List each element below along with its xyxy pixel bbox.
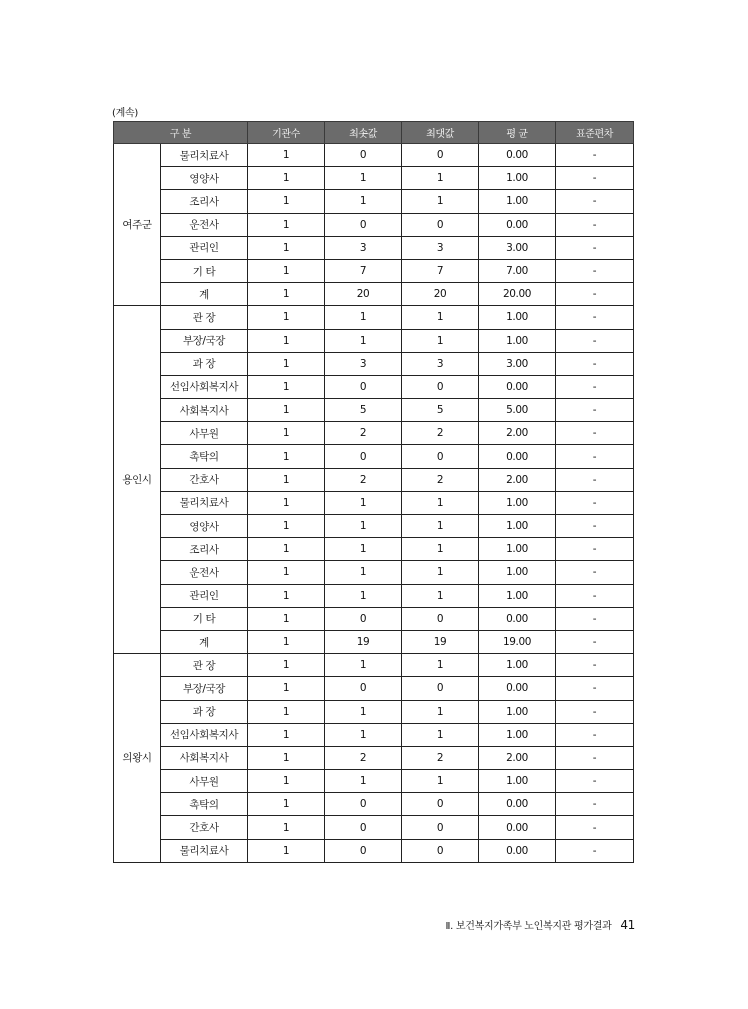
institution-count-cell: 1 — [248, 654, 325, 677]
institution-count-cell: 1 — [248, 491, 325, 514]
maximum-cell: 1 — [402, 770, 479, 793]
header-minimum: 최솟값 — [325, 122, 402, 144]
minimum-cell: 1 — [325, 491, 402, 514]
table-row — [114, 306, 634, 329]
institution-count-cell: 1 — [248, 352, 325, 375]
institution-count-cell: 1 — [248, 329, 325, 352]
std-dev-cell: - — [556, 538, 634, 561]
row-category-cell: 관리인 — [161, 584, 248, 607]
staff-statistics-table — [113, 121, 634, 863]
maximum-cell: 19 — [402, 630, 479, 653]
minimum-cell: 1 — [325, 167, 402, 190]
row-category-cell: 영양사 — [161, 167, 248, 190]
table-row — [114, 700, 634, 723]
row-category-cell: 조리사 — [161, 190, 248, 213]
std-dev-cell: - — [556, 144, 634, 167]
mean-cell: 19.00 — [479, 630, 556, 653]
std-dev-cell: - — [556, 399, 634, 422]
mean-cell: 1.00 — [479, 190, 556, 213]
table-row — [114, 839, 634, 862]
mean-cell: 1.00 — [479, 167, 556, 190]
row-category-cell: 관 장 — [161, 654, 248, 677]
std-dev-cell: - — [556, 515, 634, 538]
mean-cell: 0.00 — [479, 816, 556, 839]
institution-count-cell: 1 — [248, 236, 325, 259]
row-category-cell: 부장/국장 — [161, 329, 248, 352]
minimum-cell: 3 — [325, 352, 402, 375]
minimum-cell: 0 — [325, 607, 402, 630]
institution-count-cell: 1 — [248, 538, 325, 561]
mean-cell: 0.00 — [479, 793, 556, 816]
minimum-cell: 0 — [325, 816, 402, 839]
minimum-cell: 1 — [325, 723, 402, 746]
std-dev-cell: - — [556, 259, 634, 282]
table-row — [114, 167, 634, 190]
table-row — [114, 584, 634, 607]
row-category-cell: 물리치료사 — [161, 839, 248, 862]
minimum-cell: 20 — [325, 283, 402, 306]
mean-cell: 1.00 — [479, 491, 556, 514]
minimum-cell: 3 — [325, 236, 402, 259]
row-category-cell: 계 — [161, 283, 248, 306]
row-category-cell: 물리치료사 — [161, 491, 248, 514]
table-row — [114, 399, 634, 422]
minimum-cell: 1 — [325, 654, 402, 677]
row-category-cell: 사회복지사 — [161, 399, 248, 422]
row-category-cell: 물리치료사 — [161, 144, 248, 167]
std-dev-cell: - — [556, 167, 634, 190]
std-dev-cell: - — [556, 213, 634, 236]
mean-cell: 3.00 — [479, 236, 556, 259]
std-dev-cell: - — [556, 584, 634, 607]
maximum-cell: 1 — [402, 306, 479, 329]
institution-count-cell: 1 — [248, 515, 325, 538]
row-category-cell: 과 장 — [161, 352, 248, 375]
institution-count-cell: 1 — [248, 584, 325, 607]
maximum-cell: 1 — [402, 515, 479, 538]
mean-cell: 20.00 — [479, 283, 556, 306]
table-row — [114, 677, 634, 700]
std-dev-cell: - — [556, 561, 634, 584]
table-header-row — [114, 122, 634, 144]
minimum-cell: 0 — [325, 213, 402, 236]
maximum-cell: 0 — [402, 607, 479, 630]
minimum-cell: 0 — [325, 144, 402, 167]
maximum-cell: 1 — [402, 491, 479, 514]
table-row — [114, 329, 634, 352]
std-dev-cell: - — [556, 491, 634, 514]
std-dev-cell: - — [556, 723, 634, 746]
maximum-cell: 0 — [402, 144, 479, 167]
mean-cell: 2.00 — [479, 468, 556, 491]
row-category-cell: 운전사 — [161, 561, 248, 584]
table-row — [114, 630, 634, 653]
maximum-cell: 2 — [402, 468, 479, 491]
std-dev-cell: - — [556, 654, 634, 677]
minimum-cell: 1 — [325, 515, 402, 538]
maximum-cell: 1 — [402, 329, 479, 352]
mean-cell: 0.00 — [479, 375, 556, 398]
institution-count-cell: 1 — [248, 283, 325, 306]
table-row — [114, 607, 634, 630]
footer-section-title: Ⅱ. 보건복지가족부 노인복지관 평가결과 — [445, 921, 612, 932]
table-row — [114, 422, 634, 445]
maximum-cell: 0 — [402, 445, 479, 468]
row-category-cell: 조리사 — [161, 538, 248, 561]
maximum-cell: 1 — [402, 167, 479, 190]
row-category-cell: 선임사회복지사 — [161, 723, 248, 746]
maximum-cell: 0 — [402, 793, 479, 816]
row-category-cell: 사회복지사 — [161, 746, 248, 769]
std-dev-cell: - — [556, 607, 634, 630]
table-row — [114, 190, 634, 213]
std-dev-cell: - — [556, 770, 634, 793]
table-row — [114, 793, 634, 816]
mean-cell: 1.00 — [479, 515, 556, 538]
std-dev-cell: - — [556, 329, 634, 352]
table-row — [114, 515, 634, 538]
std-dev-cell: - — [556, 630, 634, 653]
minimum-cell: 1 — [325, 700, 402, 723]
table-row — [114, 770, 634, 793]
table-row — [114, 375, 634, 398]
header-category: 구 분 — [114, 122, 248, 144]
institution-count-cell: 1 — [248, 723, 325, 746]
mean-cell: 0.00 — [479, 677, 556, 700]
std-dev-cell: - — [556, 422, 634, 445]
mean-cell: 1.00 — [479, 723, 556, 746]
row-category-cell: 부장/국장 — [161, 677, 248, 700]
maximum-cell: 5 — [402, 399, 479, 422]
mean-cell: 5.00 — [479, 399, 556, 422]
table-row — [114, 816, 634, 839]
std-dev-cell: - — [556, 468, 634, 491]
row-category-cell: 기 타 — [161, 607, 248, 630]
maximum-cell: 1 — [402, 584, 479, 607]
institution-count-cell: 1 — [248, 399, 325, 422]
std-dev-cell: - — [556, 190, 634, 213]
std-dev-cell: - — [556, 677, 634, 700]
mean-cell: 1.00 — [479, 306, 556, 329]
minimum-cell: 1 — [325, 190, 402, 213]
row-category-cell: 관리인 — [161, 236, 248, 259]
mean-cell: 1.00 — [479, 584, 556, 607]
institution-count-cell: 1 — [248, 259, 325, 282]
table-row — [114, 236, 634, 259]
table-body — [114, 144, 634, 863]
mean-cell: 1.00 — [479, 700, 556, 723]
table-row — [114, 746, 634, 769]
maximum-cell: 3 — [402, 352, 479, 375]
maximum-cell: 1 — [402, 723, 479, 746]
header-maximum: 최댓값 — [402, 122, 479, 144]
institution-count-cell: 1 — [248, 630, 325, 653]
maximum-cell: 3 — [402, 236, 479, 259]
region-cell: 용인시 — [114, 306, 161, 654]
row-category-cell: 관 장 — [161, 306, 248, 329]
table-row — [114, 352, 634, 375]
std-dev-cell: - — [556, 352, 634, 375]
row-category-cell: 영양사 — [161, 515, 248, 538]
mean-cell: 0.00 — [479, 445, 556, 468]
std-dev-cell: - — [556, 700, 634, 723]
maximum-cell: 0 — [402, 839, 479, 862]
minimum-cell: 2 — [325, 468, 402, 491]
minimum-cell: 5 — [325, 399, 402, 422]
continued-label: (계속) — [112, 108, 138, 119]
minimum-cell: 0 — [325, 793, 402, 816]
row-category-cell: 선임사회복지사 — [161, 375, 248, 398]
institution-count-cell: 1 — [248, 144, 325, 167]
maximum-cell: 0 — [402, 375, 479, 398]
institution-count-cell: 1 — [248, 607, 325, 630]
maximum-cell: 1 — [402, 538, 479, 561]
maximum-cell: 1 — [402, 561, 479, 584]
minimum-cell: 0 — [325, 375, 402, 398]
maximum-cell: 7 — [402, 259, 479, 282]
row-category-cell: 간호사 — [161, 468, 248, 491]
std-dev-cell: - — [556, 839, 634, 862]
minimum-cell: 1 — [325, 584, 402, 607]
header-std-dev: 표준편차 — [556, 122, 634, 144]
minimum-cell: 0 — [325, 445, 402, 468]
std-dev-cell: - — [556, 445, 634, 468]
institution-count-cell: 1 — [248, 213, 325, 236]
table-row — [114, 445, 634, 468]
maximum-cell: 2 — [402, 422, 479, 445]
mean-cell: 1.00 — [479, 561, 556, 584]
mean-cell: 7.00 — [479, 259, 556, 282]
page-number: 41 — [620, 918, 635, 932]
table-row — [114, 538, 634, 561]
mean-cell: 0.00 — [479, 607, 556, 630]
minimum-cell: 2 — [325, 746, 402, 769]
row-category-cell: 기 타 — [161, 259, 248, 282]
minimum-cell: 1 — [325, 329, 402, 352]
institution-count-cell: 1 — [248, 375, 325, 398]
institution-count-cell: 1 — [248, 839, 325, 862]
minimum-cell: 2 — [325, 422, 402, 445]
row-category-cell: 사무원 — [161, 422, 248, 445]
table-row — [114, 283, 634, 306]
page-footer — [446, 917, 635, 932]
institution-count-cell: 1 — [248, 561, 325, 584]
mean-cell: 2.00 — [479, 746, 556, 769]
row-category-cell: 계 — [161, 630, 248, 653]
institution-count-cell: 1 — [248, 770, 325, 793]
table-row — [114, 561, 634, 584]
row-category-cell: 과 장 — [161, 700, 248, 723]
table-row — [114, 144, 634, 167]
maximum-cell: 0 — [402, 677, 479, 700]
std-dev-cell: - — [556, 306, 634, 329]
maximum-cell: 1 — [402, 190, 479, 213]
institution-count-cell: 1 — [248, 306, 325, 329]
mean-cell: 1.00 — [479, 329, 556, 352]
minimum-cell: 0 — [325, 839, 402, 862]
row-category-cell: 촉탁의 — [161, 445, 248, 468]
std-dev-cell: - — [556, 236, 634, 259]
maximum-cell: 2 — [402, 746, 479, 769]
mean-cell: 1.00 — [479, 770, 556, 793]
std-dev-cell: - — [556, 793, 634, 816]
minimum-cell: 7 — [325, 259, 402, 282]
minimum-cell: 1 — [325, 538, 402, 561]
institution-count-cell: 1 — [248, 167, 325, 190]
std-dev-cell: - — [556, 816, 634, 839]
table-row — [114, 213, 634, 236]
institution-count-cell: 1 — [248, 816, 325, 839]
row-category-cell: 간호사 — [161, 816, 248, 839]
mean-cell: 3.00 — [479, 352, 556, 375]
institution-count-cell: 1 — [248, 746, 325, 769]
institution-count-cell: 1 — [248, 445, 325, 468]
row-category-cell: 촉탁의 — [161, 793, 248, 816]
minimum-cell: 19 — [325, 630, 402, 653]
maximum-cell: 0 — [402, 816, 479, 839]
table-row — [114, 723, 634, 746]
header-mean: 평 균 — [479, 122, 556, 144]
std-dev-cell: - — [556, 746, 634, 769]
maximum-cell: 1 — [402, 654, 479, 677]
minimum-cell: 1 — [325, 770, 402, 793]
minimum-cell: 1 — [325, 561, 402, 584]
table-row — [114, 491, 634, 514]
mean-cell: 2.00 — [479, 422, 556, 445]
std-dev-cell: - — [556, 283, 634, 306]
table-row — [114, 259, 634, 282]
institution-count-cell: 1 — [248, 700, 325, 723]
institution-count-cell: 1 — [248, 422, 325, 445]
institution-count-cell: 1 — [248, 793, 325, 816]
mean-cell: 1.00 — [479, 538, 556, 561]
mean-cell: 0.00 — [479, 213, 556, 236]
mean-cell: 1.00 — [479, 654, 556, 677]
minimum-cell: 0 — [325, 677, 402, 700]
minimum-cell: 1 — [325, 306, 402, 329]
institution-count-cell: 1 — [248, 190, 325, 213]
table-row — [114, 654, 634, 677]
header-institution-count: 기관수 — [248, 122, 325, 144]
maximum-cell: 1 — [402, 700, 479, 723]
region-cell: 의왕시 — [114, 654, 161, 863]
region-cell: 여주군 — [114, 144, 161, 306]
maximum-cell: 0 — [402, 213, 479, 236]
table-row — [114, 468, 634, 491]
mean-cell: 0.00 — [479, 144, 556, 167]
row-category-cell: 사무원 — [161, 770, 248, 793]
std-dev-cell: - — [556, 375, 634, 398]
maximum-cell: 20 — [402, 283, 479, 306]
institution-count-cell: 1 — [248, 468, 325, 491]
mean-cell: 0.00 — [479, 839, 556, 862]
institution-count-cell: 1 — [248, 677, 325, 700]
row-category-cell: 운전사 — [161, 213, 248, 236]
